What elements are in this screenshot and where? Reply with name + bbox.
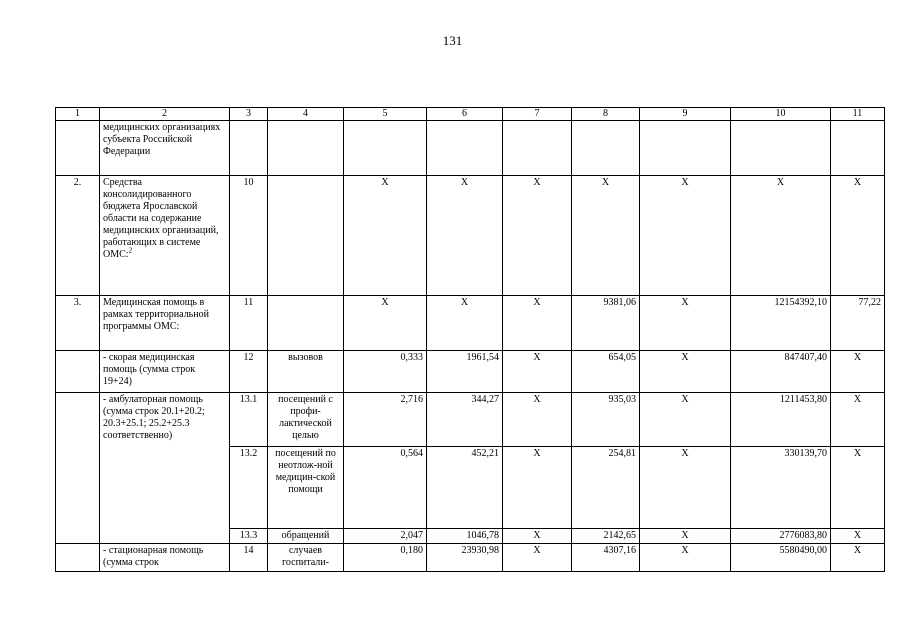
- table-row: [56, 544, 885, 572]
- line-code: 12: [230, 351, 268, 393]
- column-number: 7: [503, 108, 572, 121]
- line-code: 13.1: [230, 393, 268, 447]
- cell-value: 254,81: [572, 447, 640, 529]
- cell-value: 12154392,10: [731, 296, 831, 351]
- cell-value: 0,564: [344, 447, 427, 529]
- column-number: 10: [731, 108, 831, 121]
- unit-label: вызовов: [268, 351, 344, 393]
- cell-value: Х: [831, 544, 885, 572]
- cell-value: Х: [503, 296, 572, 351]
- cell-value: 2,047: [344, 529, 427, 544]
- cell-value: Х: [344, 176, 427, 296]
- cell-value: 5580490,00: [731, 544, 831, 572]
- cell-value: 1961,54: [427, 351, 503, 393]
- page-number: 131: [442, 33, 463, 48]
- unit-label: случаев госпитали-: [268, 544, 344, 572]
- cell-value: 1046,78: [427, 529, 503, 544]
- table-row: [56, 121, 885, 176]
- row-label: Медицинская помощь в рамках территориальной программы ОМС:: [100, 296, 230, 351]
- cell-value: Х: [640, 529, 731, 544]
- cell-value: Х: [640, 393, 731, 447]
- cell-value: Х: [427, 296, 503, 351]
- cell-value: 452,21: [427, 447, 503, 529]
- cell-value: Х: [640, 351, 731, 393]
- table-row: [56, 296, 885, 351]
- column-number: 5: [344, 108, 427, 121]
- cell-value: Х: [503, 351, 572, 393]
- cell-value: 0,180: [344, 544, 427, 572]
- column-number: 8: [572, 108, 640, 121]
- cell-value: 23930,98: [427, 544, 503, 572]
- cell-value: Х: [427, 176, 503, 296]
- cell-value: 0,333: [344, 351, 427, 393]
- row-label: Средства консолидированного бюджета Ярославской области на содержание медицинских организаций, работающих в системе ОМС:$^2$: [100, 176, 230, 296]
- cell-value: Х: [640, 176, 731, 296]
- column-number: 6: [427, 108, 503, 121]
- cell-value: 847407,40: [731, 351, 831, 393]
- line-code: 10: [230, 176, 268, 296]
- cell-value: 935,03: [572, 393, 640, 447]
- cell-value: Х: [503, 176, 572, 296]
- cell-value: 77,22: [831, 296, 885, 351]
- row-label: - скорая медицинская помощь (сумма строк 19+24): [100, 351, 230, 393]
- cell-value: Х: [503, 529, 572, 544]
- cell-value: Х: [503, 447, 572, 529]
- row-label: медицинских организациях субъекта Российской Федерации: [100, 121, 230, 176]
- line-code: 13.3: [230, 529, 268, 544]
- cell-value: 2142,65: [572, 529, 640, 544]
- cell-value: Х: [503, 544, 572, 572]
- row-number: 3.: [56, 296, 100, 351]
- cell-value: Х: [831, 393, 885, 447]
- cell-value: 654,05: [572, 351, 640, 393]
- cell-value: Х: [831, 176, 885, 296]
- row-number: 2.: [56, 176, 100, 296]
- cell-value: Х: [640, 544, 731, 572]
- column-number: 11: [831, 108, 885, 121]
- unit-label: обращений: [268, 529, 344, 544]
- cell-value: Х: [503, 393, 572, 447]
- column-number: 2: [100, 108, 230, 121]
- row-label: - стационарная помощь (сумма строк: [100, 544, 230, 572]
- table-row: [56, 351, 885, 393]
- cell-value: Х: [640, 296, 731, 351]
- table-row: [56, 393, 885, 447]
- line-code: 13.2: [230, 447, 268, 529]
- cell-value: 344,27: [427, 393, 503, 447]
- column-number: 9: [640, 108, 731, 121]
- line-code: 11: [230, 296, 268, 351]
- cell-value: Х: [572, 176, 640, 296]
- unit-label: посещений с профи-лактической целью: [268, 393, 344, 447]
- cell-value: Х: [831, 447, 885, 529]
- footnote-mark: 2: [128, 246, 133, 255]
- cell-value: Х: [731, 176, 831, 296]
- table-row: [56, 176, 885, 296]
- cell-value: Х: [831, 529, 885, 544]
- cell-value: 9381,06: [572, 296, 640, 351]
- cell-value: 330139,70: [731, 447, 831, 529]
- cell-value: Х: [344, 296, 427, 351]
- cell-value: 2776083,80: [731, 529, 831, 544]
- cell-value: Х: [640, 447, 731, 529]
- cell-value: 1211453,80: [731, 393, 831, 447]
- financing-table: [55, 107, 885, 572]
- column-number: 1: [56, 108, 100, 121]
- unit-label: посещений по неотлож-ной медицин-ской помощи: [268, 447, 344, 529]
- column-number-row: [56, 108, 885, 121]
- cell-value: 4307,16: [572, 544, 640, 572]
- column-number: 4: [268, 108, 344, 121]
- cell-value: Х: [831, 351, 885, 393]
- line-code: 14: [230, 544, 268, 572]
- column-number: 3: [230, 108, 268, 121]
- cell-value: 2,716: [344, 393, 427, 447]
- row-label: - амбулаторная помощь (сумма строк 20.1+20.2; 20.3+25.1; 25.2+25.3 соответственно): [100, 393, 230, 544]
